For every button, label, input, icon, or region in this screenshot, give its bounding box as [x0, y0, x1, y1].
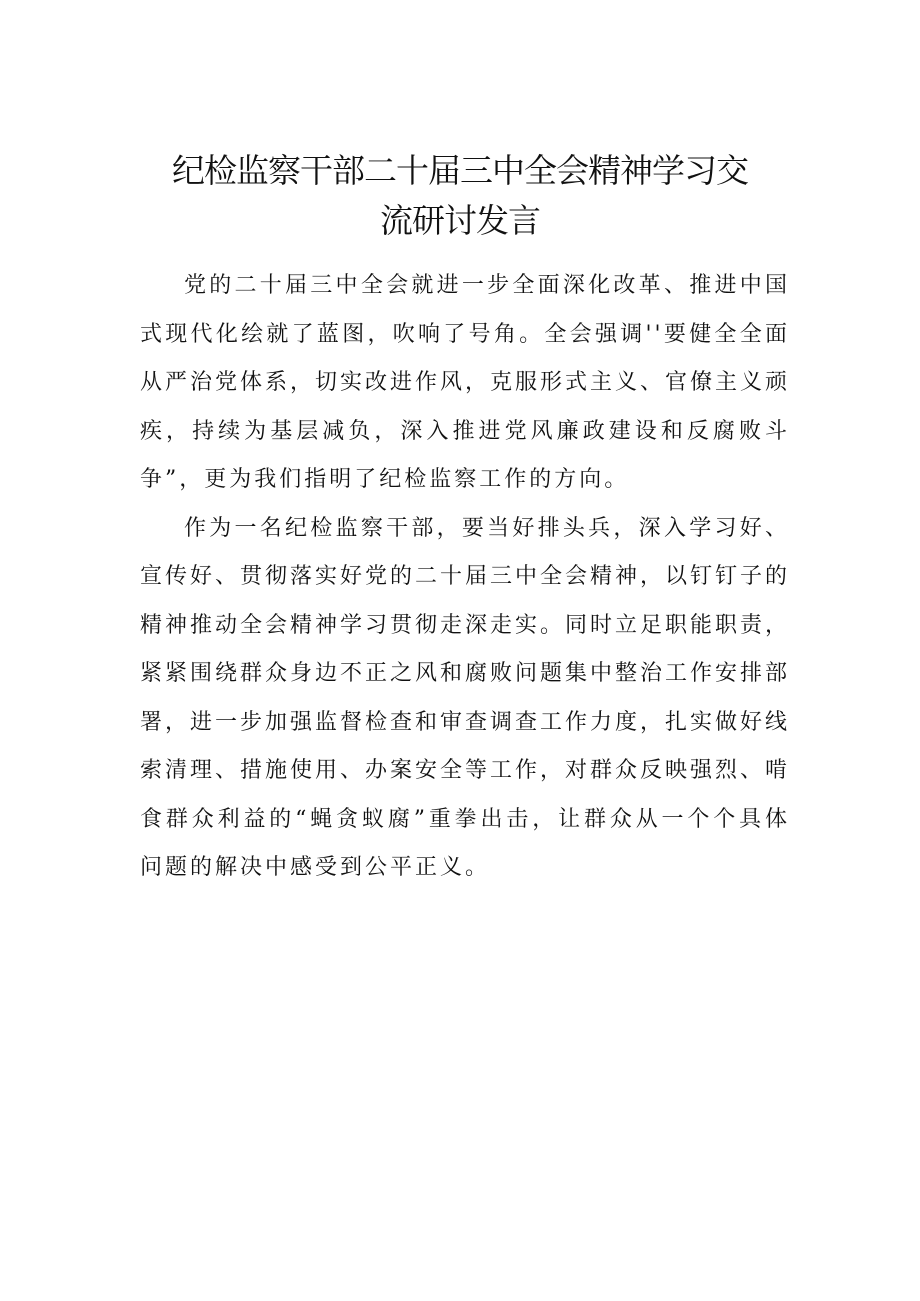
document-title: [100, 146, 820, 246]
body-paragraph-2: 作为一名纪检监察干部，要当好排头兵，深入学习好、宣传好、贯彻落实好党的二十届三中全会精神，以钉钉子的精神推动全会精神学习贯彻走深走实。同时立足职能职责，紧紧围绕群众身边不正之风和腐败问题集中整治工作安排部署，进一步加强监督检查和审查调查工作力度，扎实做好线索清理、措施使用、办案安全等工作，对群众反映强烈、啃食群众利益的“蝇贪蚁腐”重拳出击，让群众从一个个具体问题的解决中感受到公平正义。: [140, 515, 791, 880]
document-body: [140, 262, 790, 893]
body-paragraph-1: 党的二十届三中全会就进一步全面深化改革、推进中国式现代化绘就了蓝图，吹响了号角。全会强调''要健全全面从严治党体系，切实改进作风，克服形式主义、官僚主义顽疾，持续为基层减负，深入推进党风廉政建设和反腐败斗争”，更为我们指明了纪检监察工作的方向。: [140, 273, 791, 492]
document-title-line-2: 流研讨发言: [380, 201, 540, 240]
document-title-line-1: 纪检监察干部二十届三中全会精神学习交: [172, 151, 748, 190]
